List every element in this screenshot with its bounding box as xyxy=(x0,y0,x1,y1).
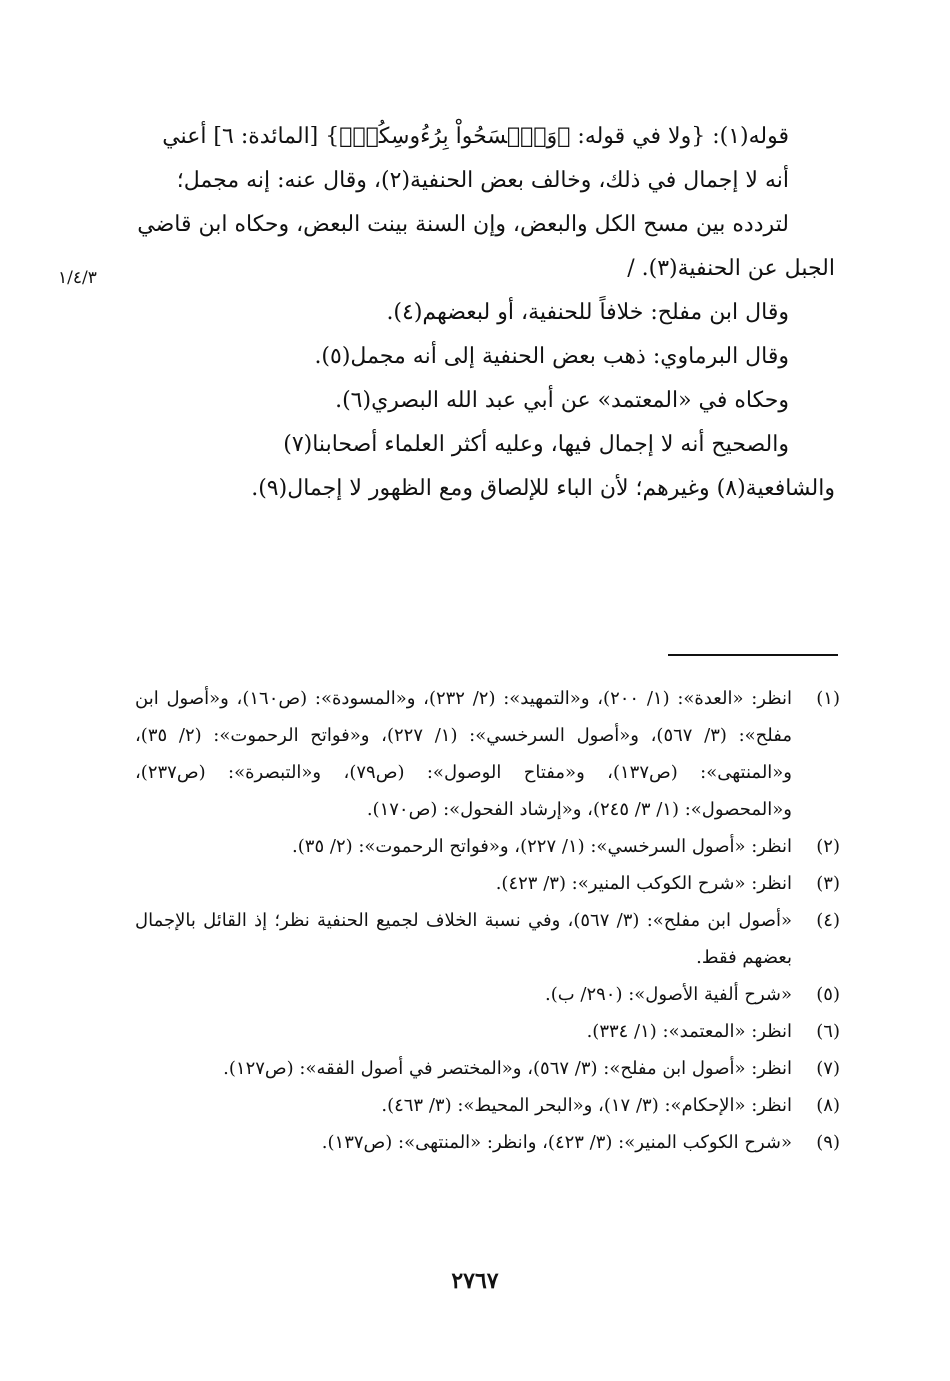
text-line: قوله(١): {ولا في قوله: ﴿وَٱمۡسَحُواْ بِرُءُوسِكُمۡ﴾} [المائدة: ٦] أعني xyxy=(162,124,789,149)
text-line: لتردده بين مسح الكل والبعض، وإن السنة بينت البعض، وحكاه ابن قاضي xyxy=(137,212,789,237)
footnote-item xyxy=(135,1087,840,1124)
footnote-text: «أصول ابن مفلح»: (٣/ ٥٦٧)، وفي نسبة الخلاف لجميع الحنفية نظر؛ إذ القائل بالإجمال بعضهم فقط. xyxy=(135,910,792,968)
footnote-separator xyxy=(668,654,838,656)
footnote-text: انظر: «أصول السرخسي»: (١/ ٢٢٧)، و«فواتح الرحموت»: (٢/ ٣٥). xyxy=(292,836,792,857)
main-text xyxy=(135,115,835,511)
footnote-text: انظر: «العدة»: (١/ ٢٠٠)، و«التمهيد»: (٢/ ٢٣٢)، و«المسودة»: (ص١٦٠)، و«أصول ابن مفلح»: (٣/ ٥٦٧)، و«أصول السرخسي»: (١/ ٢٢٧)، و«فواتح الرحموت»: (٢/ ٣٥)، و«المنتهى»: (ص١٣٧)، و«مفتاح الوصول»: (ص٧٩)، و«التبصرة»: (ص٢٣٧)، و«المحصول»: (١/ ٣/ ٢٤٥)، و«إرشاد الفحول»: (ص١٧٠). xyxy=(135,688,793,820)
footnote-item xyxy=(135,1124,840,1161)
footnote-item xyxy=(135,1013,840,1050)
paragraph-1 xyxy=(135,115,835,291)
text-line: والصحيح أنه لا إجمال فيها، وعليه أكثر العلماء أصحابنا(٧) xyxy=(283,432,789,457)
footnote-number: (٣) xyxy=(816,873,840,894)
paragraph-3: وقال البرماوي: ذهب بعض الحنفية إلى أنه مجمل(٥). xyxy=(314,344,789,369)
paragraph-4: وحكاه في «المعتمد» عن أبي عبد الله البصري(٦). xyxy=(335,388,789,413)
paragraph-2: وقال ابن مفلح: خلافاً للحنفية، أو لبعضهم(٤). xyxy=(386,300,789,325)
text-line: الجبل عن الحنفية(٣). / xyxy=(627,256,835,281)
page-number: ٢٧٦٧ xyxy=(451,1268,499,1294)
footnote-item xyxy=(135,865,840,902)
footnote-text: انظر: «أصول ابن مفلح»: (٣/ ٥٦٧)، و«المختصر في أصول الفقه»: (ص١٢٧). xyxy=(223,1058,792,1079)
footnote-text: «شرح ألفية الأصول»: (٢٩٠/ ب). xyxy=(544,984,792,1005)
footnote-text: انظر: «الإحكام»: (٣/ ١٧)، و«البحر المحيط»: (٣/ ٤٦٣). xyxy=(381,1095,792,1116)
text-line: والشافعية(٨) وغيرهم؛ لأن الباء للإلصاق ومع الظهور لا إجمال(٩). xyxy=(251,476,835,501)
text-line: أنه لا إجمال في ذلك، وخالف بعض الحنفية(٢)، وقال عنه: إنه مجمل؛ xyxy=(176,168,789,193)
footnote-item xyxy=(135,828,840,865)
footnote-item xyxy=(135,680,840,828)
footnote-number: (٩) xyxy=(816,1132,840,1153)
footnote-text: انظر: «شرح الكوكب المنير»: (٣/ ٤٢٣). xyxy=(495,873,792,894)
footnote-item xyxy=(135,902,840,976)
footnotes xyxy=(135,680,840,1161)
footnote-item xyxy=(135,1050,840,1087)
footnote-item xyxy=(135,976,840,1013)
footnote-number: (٢) xyxy=(816,836,840,857)
footnote-text: «شرح الكوكب المنير»: (٣/ ٤٢٣)، وانظر: «المنتهى»: (ص١٣٧). xyxy=(321,1132,792,1153)
paragraph-5 xyxy=(135,423,835,511)
footnote-number: (٨) xyxy=(816,1095,840,1116)
footnote-number: (٦) xyxy=(816,1021,840,1042)
manuscript-folio-reference: ١/٤/٣ xyxy=(58,268,97,288)
footnote-number: (٤) xyxy=(816,910,840,931)
footnote-number: (١) xyxy=(816,688,840,709)
footnote-text: انظر: «المعتمد»: (١/ ٣٣٤). xyxy=(586,1021,792,1042)
footnote-number: (٥) xyxy=(816,984,840,1005)
footnote-number: (٧) xyxy=(816,1058,840,1079)
